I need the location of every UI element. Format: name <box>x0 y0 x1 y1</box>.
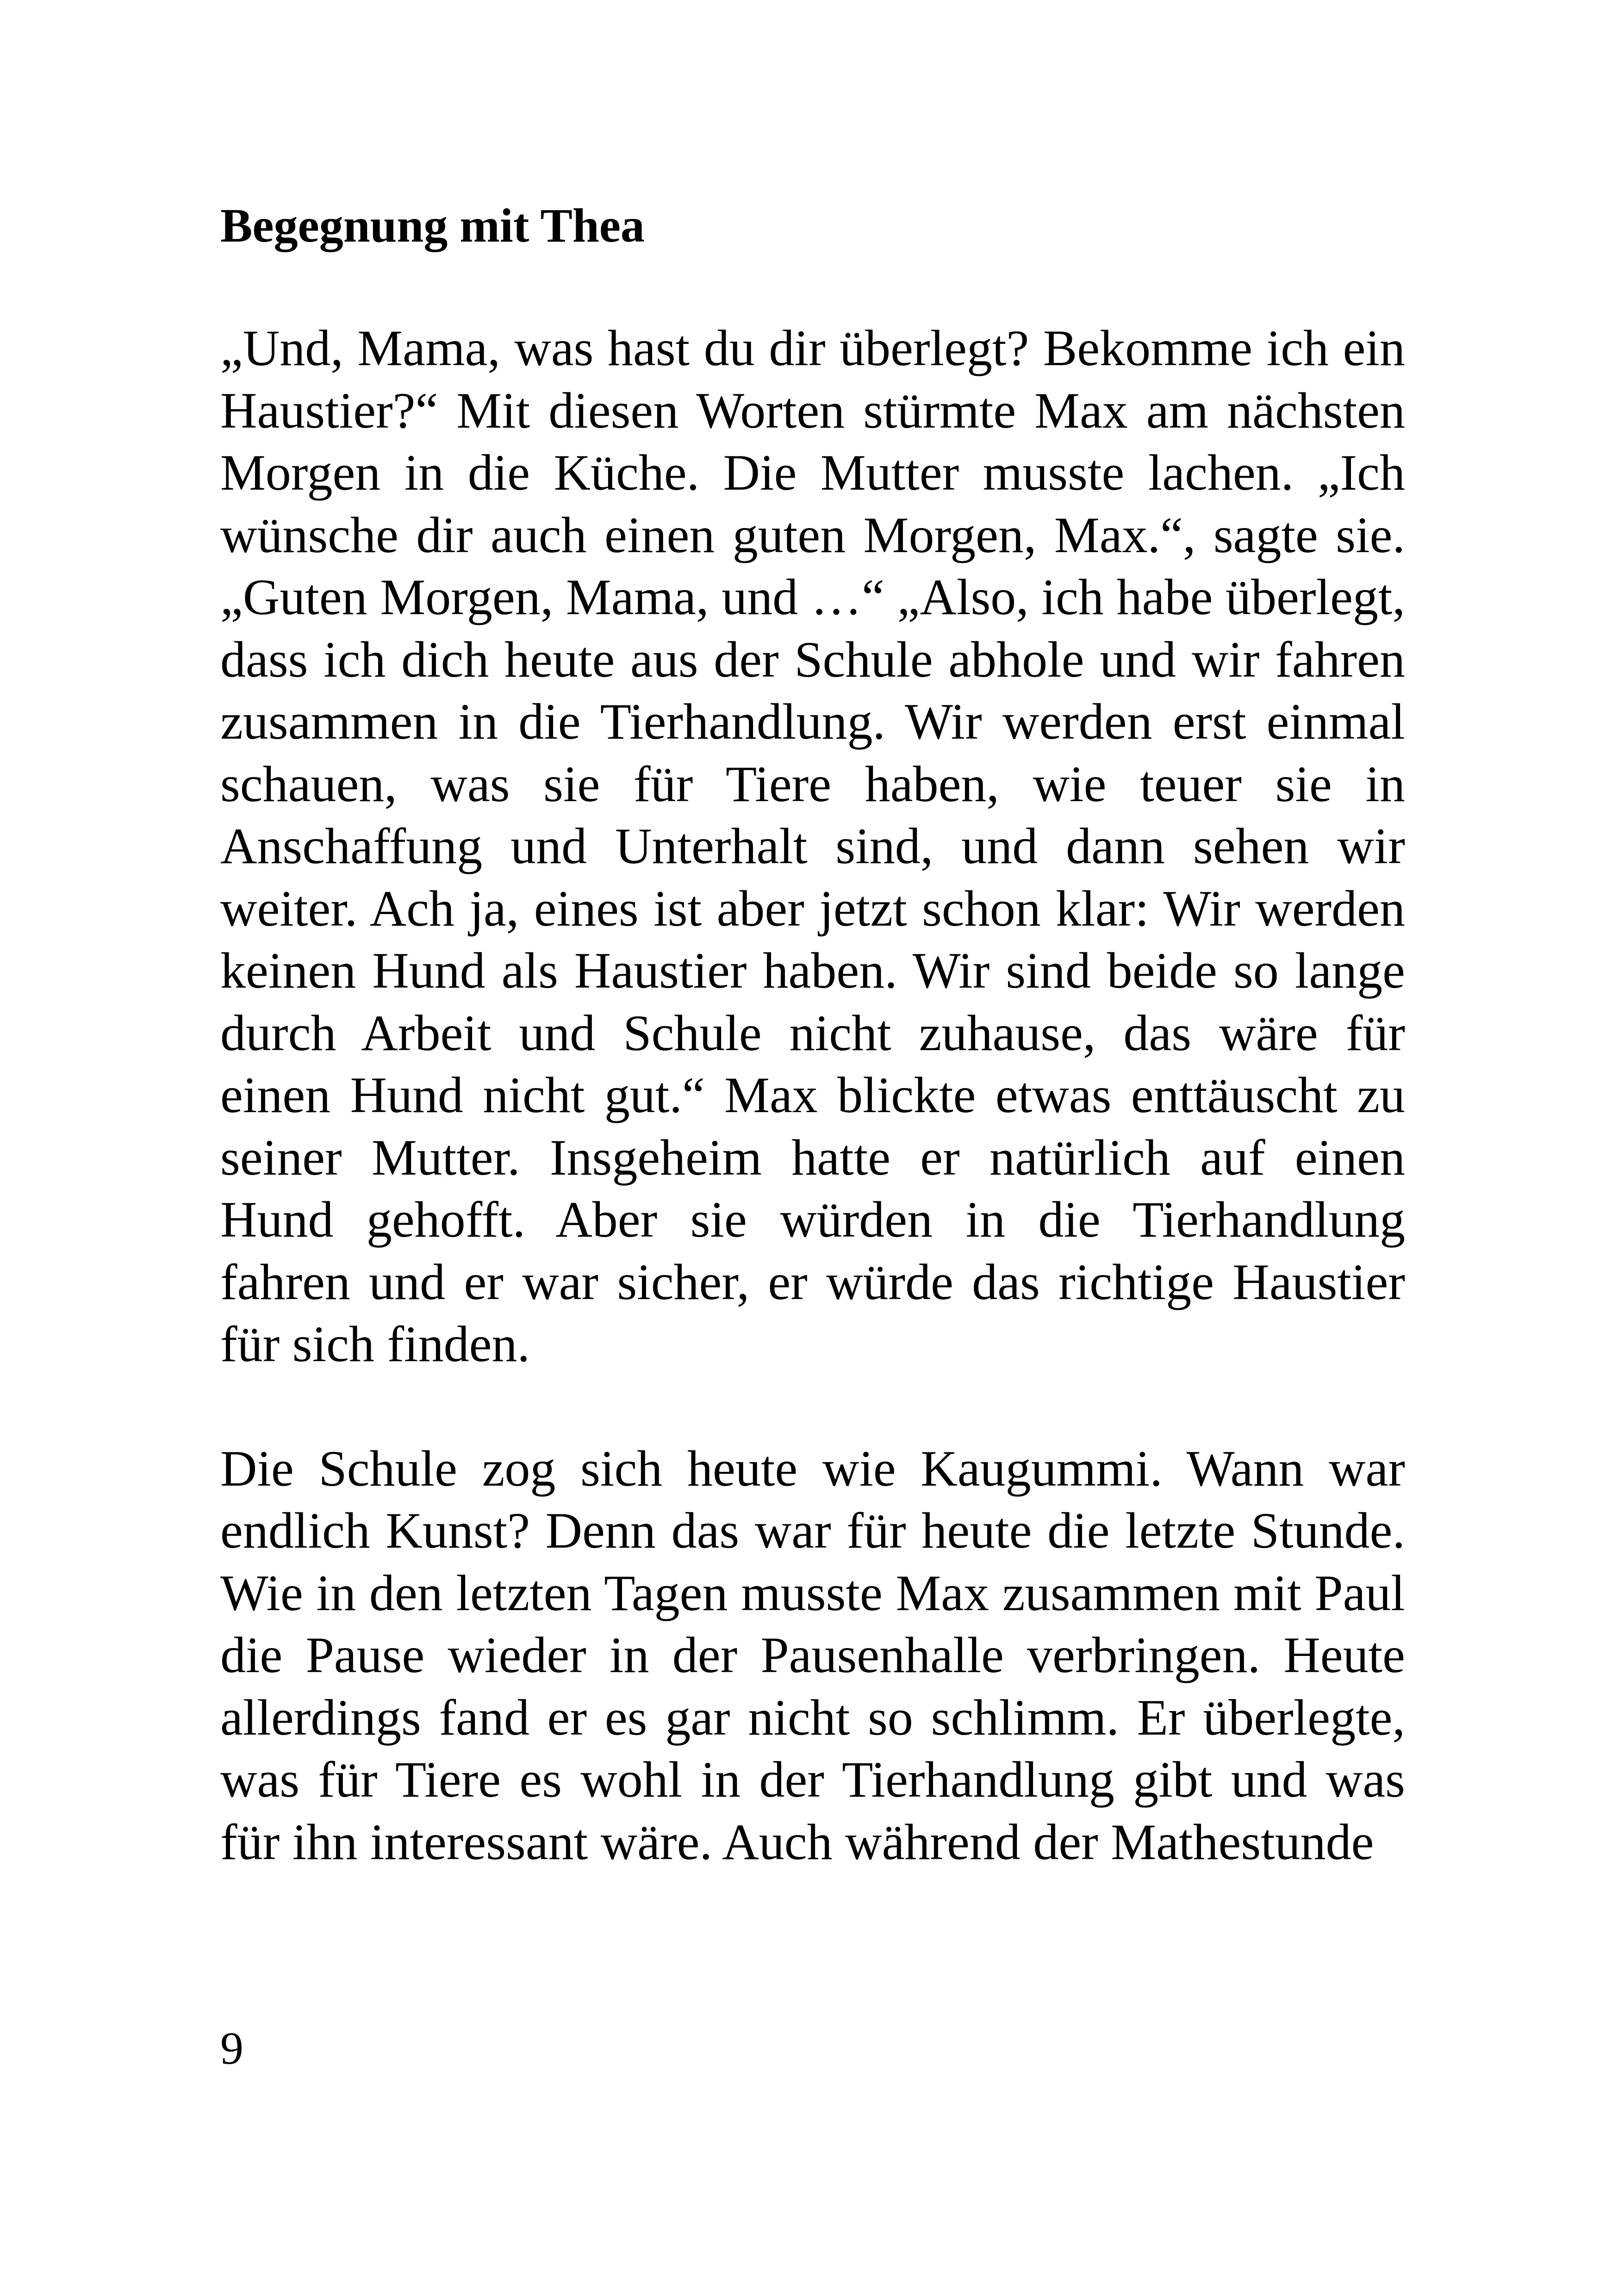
page-number: 9 <box>220 2022 243 2074</box>
paragraph: „Und, Mama, was hast du dir überlegt? Bekomme ich ein Haustier?“ Mit diesen Worten stürmte Max am nächsten Morgen in die Küche. Die Mutter musste lachen. „Ich wünsche dir auch einen guten Morgen, Max.“, sagte sie. „Guten Morgen, Mama, und …“ „Also, ich habe überlegt, dass ich dich heute aus der Schule abhole und wir fahren zusammen in die Tierhandlung. Wir werden erst einmal schauen, was sie für Tiere haben, wie teuer sie in Anschaffung und Unterhalt sind, und dann sehen wir weiter. Ach ja, eines ist aber jetzt schon klar: Wir werden keinen Hund als Haustier haben. Wir sind beide so lange durch Arbeit und Schule nicht zuhause, das wäre für einen Hund nicht gut.“ Max blickte etwas enttäuscht zu seiner Mutter. Insgeheim hatte er natürlich auf einen Hund gehofft. Aber sie würden in die Tierhandlung fahren und er war sicher, er würde das richtige Haustier für sich finden. <box>220 320 1405 1372</box>
page-content <box>220 194 1405 1873</box>
paragraph: Die Schule zog sich heute wie Kaugummi. Wann war endlich Kunst? Denn das war für heute die letzte Stunde. Wie in den letzten Tagen musste Max zusammen mit Paul die Pause wieder in der Pausenhalle verbringen. Heute allerdings fand er es gar nicht so schlimm. Er überlegte, was für Tiere es wohl in der Tierhandlung gibt und was für ihn interessant wäre. Auch während der Mathestunde <box>220 1440 1405 1870</box>
chapter-title: Begegnung mit Thea <box>220 199 645 252</box>
